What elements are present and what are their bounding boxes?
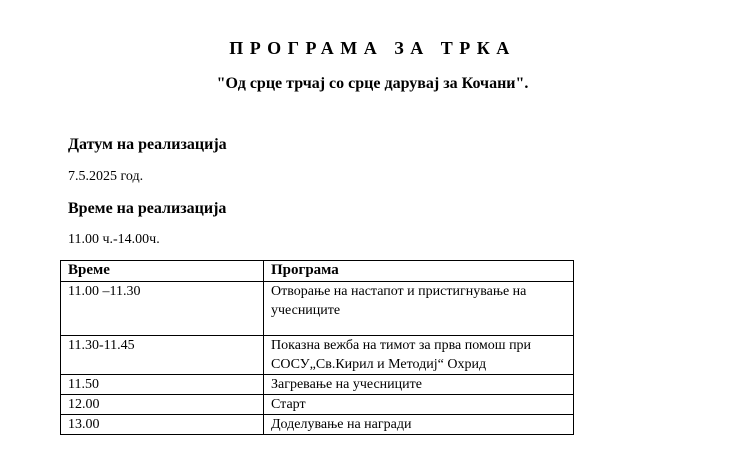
column-header-time: Време [61,261,264,282]
row-program: Отворање на настапот и пристигнување на учесниците [264,282,574,336]
row-program: Доделување на награди [264,415,574,435]
table-row [61,336,574,375]
row-time: 11.50 [61,375,264,395]
row-program: Старт [264,395,574,415]
row-program: Показна вежба на тимот за прва помош при СОСУ„Св.Кирил и Методиј“ Охрид [264,336,574,375]
time-heading: Време на реализација [68,200,227,217]
table-row [61,395,574,415]
column-header-program: Програма [264,261,574,282]
row-time: 12.00 [61,395,264,415]
row-time: 11.30-11.45 [61,336,264,375]
date-value: 7.5.2025 год. [68,169,144,184]
date-heading: Датум на реализација [68,136,227,153]
row-program: Загревање на учесниците [264,375,574,395]
document-title: ПРОГРАМА ЗА ТРКА [229,38,516,58]
table-row [61,282,574,336]
program-table [60,260,574,435]
row-time: 11.00 –11.30 [61,282,264,336]
table-header-row [61,261,574,282]
document-subtitle: "Од срце трчај со срце дарувај за Кочани". [216,75,529,92]
row-time: 13.00 [61,415,264,435]
time-value: 11.00 ч.-14.00ч. [68,232,160,247]
table-row [61,375,574,395]
table-row [61,415,574,435]
